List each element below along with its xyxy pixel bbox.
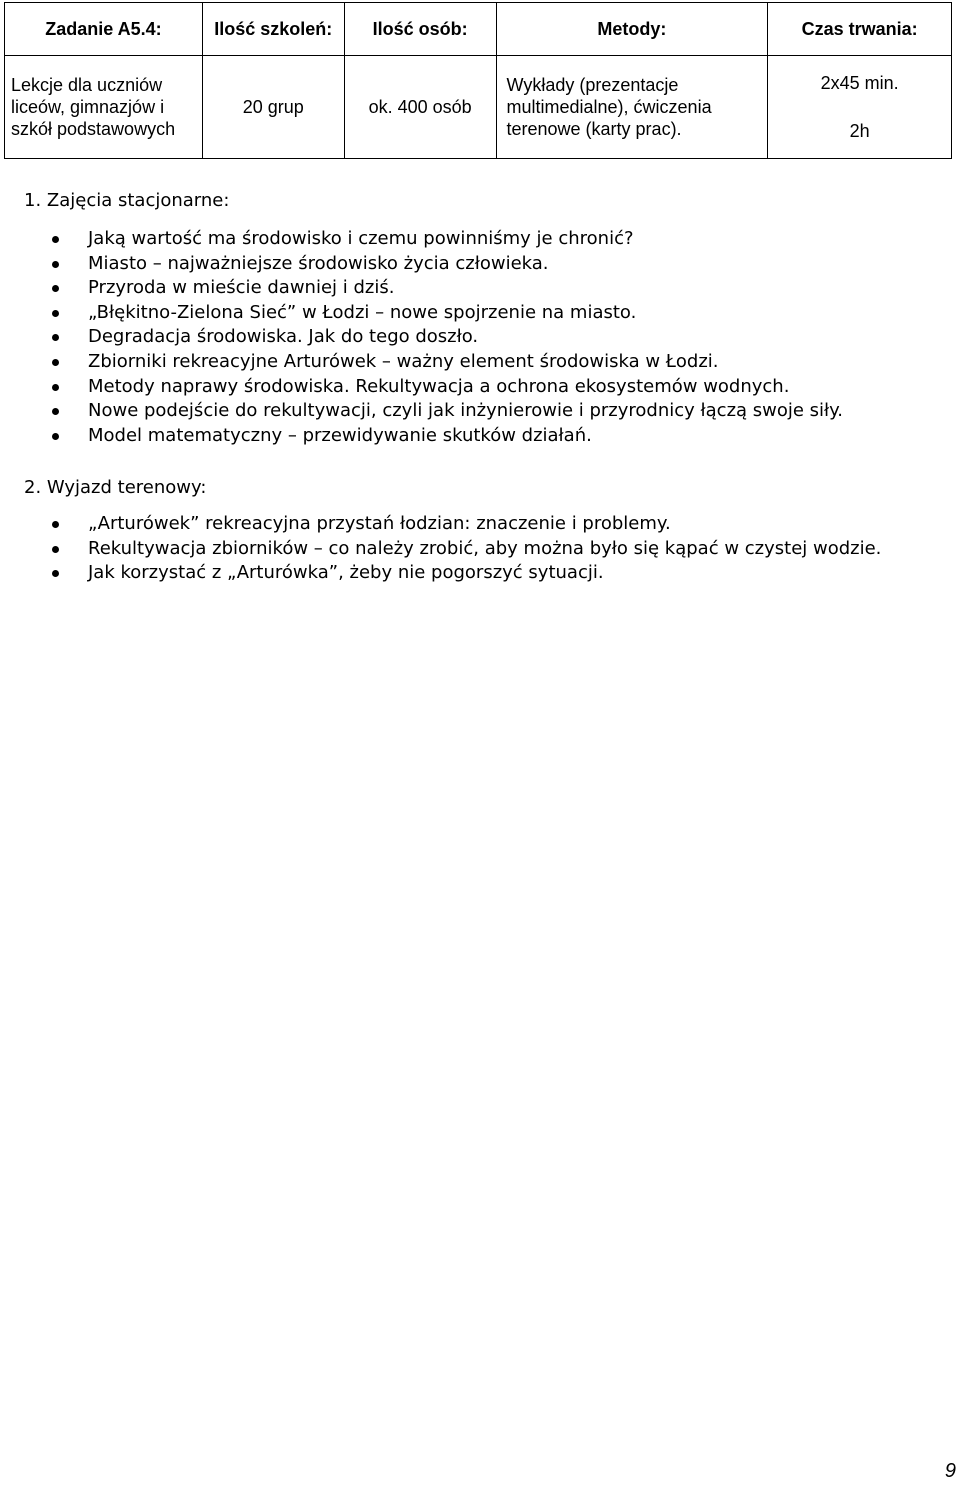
cell-people: ok. 400 osób: [344, 56, 496, 159]
bullet-icon: [52, 261, 59, 268]
header-methods: Metody:: [496, 3, 768, 56]
list-item: [0, 350, 960, 375]
cell-audience: Lekcje dla uczniów liceów, gimnazjów i szkół podstawowych: [5, 56, 203, 159]
header-duration: Czas trwania:: [768, 3, 952, 56]
bullet-icon: [52, 408, 59, 415]
bullet-icon: [52, 359, 59, 366]
list-item-text: Jak korzystać z „Arturówka”, żeby nie pogorszyć sytuacji.: [88, 562, 604, 584]
section-field-trip-title: 2. Wyjazd terenowy:: [24, 477, 207, 498]
duration-total: 2h: [849, 121, 870, 141]
list-item-text: Model matematyczny – przewidywanie skutków działań.: [88, 424, 592, 446]
list-item: [0, 512, 960, 537]
list-item-text: Metody naprawy środowiska. Rekultywacja a ochrona ekosystemów wodnych.: [88, 375, 790, 397]
list-item: [0, 276, 960, 301]
list-item-text: Zbiorniki rekreacyjne Arturówek – ważny element środowiska w Łodzi.: [88, 350, 719, 372]
list-item-text: Jaką wartość ma środowisko i czemu powinniśmy je chronić?: [88, 228, 634, 249]
section-stationary-title: 1. Zajęcia stacjonarne:: [24, 190, 230, 211]
list-item-text: Degradacja środowiska. Jak do tego doszło.: [88, 326, 479, 348]
bullet-icon: [52, 384, 59, 391]
list-item-text: Rekultywacja zbiorników – co należy zrobić, aby można było się kąpać w czystej wodzie.: [88, 537, 882, 559]
bullet-icon: [52, 310, 59, 317]
list-item: [0, 227, 960, 252]
list-item: [0, 561, 960, 586]
list-item: [0, 325, 960, 350]
bullet-icon: [52, 236, 59, 243]
bullet-icon: [52, 433, 59, 440]
header-people: Ilość osób:: [344, 3, 496, 56]
header-trainings: Ilość szkoleń:: [202, 3, 344, 56]
cell-trainings: 20 grup: [202, 56, 344, 159]
list-item-text: Przyroda w mieście dawniej i dziś.: [88, 277, 395, 299]
list-item-text: Nowe podejście do rekultywacji, czyli jak inżynierowie i przyrodnicy łączą swoje siły.: [88, 400, 843, 422]
bullet-icon: [52, 334, 59, 341]
list-item: [0, 399, 960, 424]
list-item: [0, 537, 960, 562]
list-item: [0, 252, 960, 277]
duration-lesson: 2x45 min.: [820, 73, 899, 93]
bullet-icon: [52, 285, 59, 292]
section-field-trip-list: [0, 512, 960, 586]
list-item-text: „Błękitno-Zielona Sieć” w Łodzi – nowe spojrzenie na miasto.: [88, 301, 637, 323]
list-item: [0, 301, 960, 326]
task-table-header-row: [5, 3, 952, 56]
section-stationary-list: [0, 227, 960, 448]
task-table: [4, 2, 952, 159]
bullet-icon: [52, 546, 59, 553]
list-item-text: Miasto – najważniejsze środowisko życia człowieka.: [88, 252, 549, 274]
list-item: [0, 375, 960, 400]
bullet-icon: [52, 570, 59, 577]
bullet-icon: [52, 521, 59, 528]
header-task: Zadanie A5.4:: [5, 3, 203, 56]
cell-duration: [768, 56, 952, 159]
page-number: 9: [944, 1460, 956, 1482]
cell-methods: Wykłady (prezentacje multimedialne), ćwiczenia terenowe (karty prac).: [496, 56, 768, 159]
task-table-row: [5, 56, 952, 159]
list-item: [0, 424, 960, 449]
list-item-text: „Arturówek” rekreacyjna przystań łodzian: znaczenie i problemy.: [88, 513, 671, 534]
